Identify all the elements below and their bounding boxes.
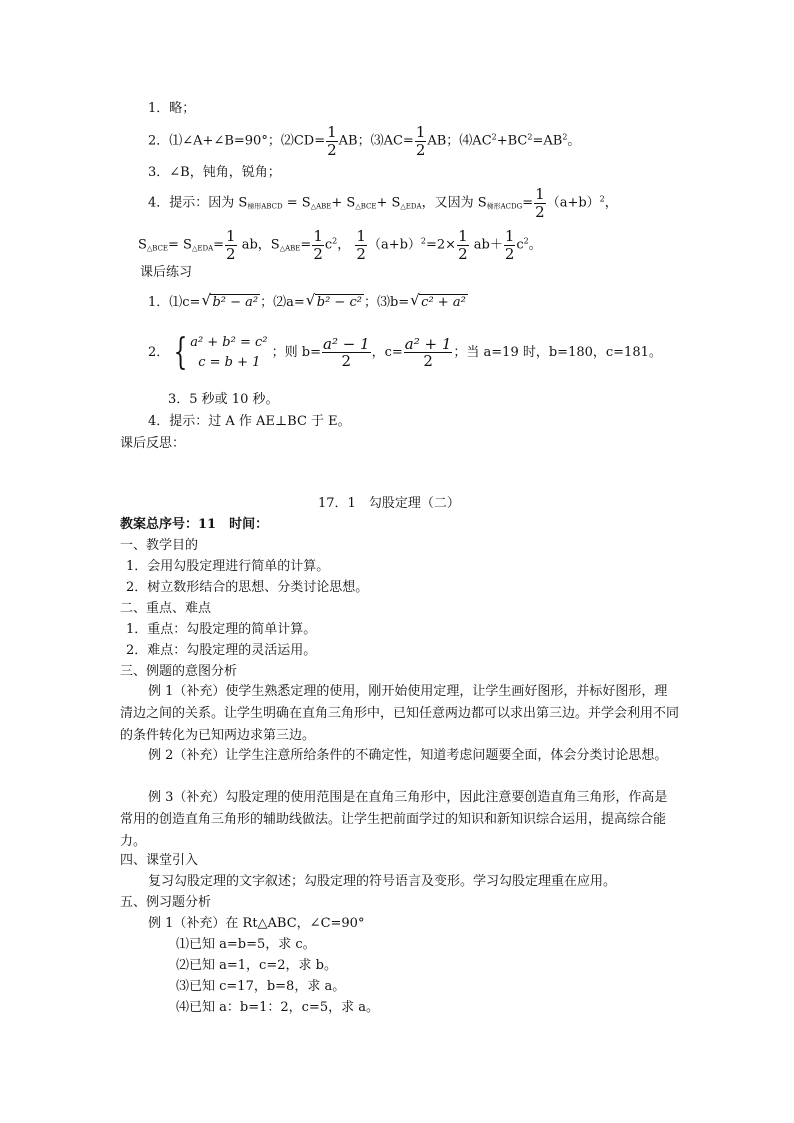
answer-text: ab，S bbox=[237, 237, 280, 253]
exercise-text: ；⑶b= bbox=[363, 295, 410, 310]
exercise-heading: 课后练习 bbox=[140, 265, 193, 280]
radical-sign-icon: √ bbox=[410, 291, 420, 309]
fraction-denominator: 2 bbox=[226, 244, 236, 263]
answer-2-prefix: 2．⑴∠A+∠B=90°；⑵CD= bbox=[148, 133, 326, 149]
subscript: 梯形ABCD bbox=[247, 202, 283, 211]
exponent: 2 bbox=[527, 132, 533, 142]
answer-1: 1．略； bbox=[148, 101, 196, 116]
equation-system bbox=[190, 333, 267, 372]
answer-text: = bbox=[300, 237, 312, 253]
answer-text: ， bbox=[337, 237, 351, 253]
fraction-denominator: 2 bbox=[356, 244, 366, 263]
exponent: 2 bbox=[491, 132, 497, 142]
subscript: △EDA bbox=[400, 202, 422, 211]
fraction-denominator: 2 bbox=[327, 140, 337, 159]
equation-line: a² + b² = c² bbox=[190, 335, 268, 350]
fraction-numerator: 1 bbox=[226, 227, 236, 245]
radicand: b² − c² bbox=[316, 295, 362, 310]
answer-text: =2× bbox=[426, 237, 457, 253]
example-1-part-4: ⑷已知 a：b=1：2，c=5，求 a。 bbox=[176, 1000, 379, 1015]
fraction-numerator: 1 bbox=[415, 123, 426, 141]
fraction bbox=[404, 336, 453, 370]
radicand: b² − a² bbox=[212, 295, 259, 310]
fraction-denominator: 2 bbox=[313, 244, 323, 263]
section-heading-4: 四、课堂引入 bbox=[120, 853, 199, 868]
fraction-denominator: 2 bbox=[535, 202, 545, 221]
answer-2-tail: +BC bbox=[496, 133, 528, 149]
exponent: 2 bbox=[599, 194, 605, 204]
answer-text: c bbox=[324, 237, 333, 253]
fraction-numerator: 1 bbox=[356, 227, 366, 245]
exercise-text: ；当 a=19 时，b=180，c=181。 bbox=[453, 345, 662, 360]
lesson-title: 17．1 勾股定理（二） bbox=[318, 496, 460, 511]
fraction-half bbox=[415, 124, 427, 158]
subscript: △BCE bbox=[146, 244, 169, 253]
example-1-analysis: 例 1（补充）使学生熟悉定理的使用，刚开始使用定理，让学生画好图形，并标好图形，理清边之间的关系。让学生明确在直角三角形中，已知任意两边都可以求出第三边。并学会利用不同的条件转化为已知两边求第三边。 bbox=[120, 684, 680, 743]
answer-text: 。 bbox=[528, 237, 542, 253]
answer-text: c bbox=[516, 237, 524, 253]
reflection-label: 课后反思： bbox=[120, 436, 186, 451]
fraction-half bbox=[457, 228, 469, 262]
answer-text: （a+b） bbox=[367, 237, 421, 253]
example-1-statement: 例 1（补充）在 Rt△ABC，∠C=90° bbox=[148, 916, 365, 931]
fraction-denominator: 2 bbox=[341, 352, 352, 370]
answer-text: = S bbox=[168, 237, 192, 253]
answer-3: 3．∠B，钝角，锐角； bbox=[148, 165, 281, 180]
example-2-analysis: 例 2（补充）让学生注意所给条件的不确定性，知道考虑问题要全面，体会分类讨论思想。 bbox=[148, 748, 668, 763]
answer-2-mid2: AB；⑷AC bbox=[427, 133, 492, 149]
key-point: 1．重点：勾股定理的简单计算。 bbox=[126, 622, 317, 637]
exercise-4: 4．提示：过 A 作 AE⊥BC 于 E。 bbox=[148, 414, 351, 429]
exercise-2 bbox=[148, 333, 662, 372]
fraction-denominator: 2 bbox=[415, 140, 426, 159]
answer-2 bbox=[148, 124, 580, 158]
example-1-part-2: ⑵已知 a=1，c=2，求 b。 bbox=[176, 958, 337, 973]
exercise-text: ；⑵a= bbox=[260, 295, 305, 310]
section-heading-2: 二、重点、难点 bbox=[120, 601, 212, 616]
exercise-3: 3．5 秒或 10 秒。 bbox=[168, 392, 279, 407]
exponent: 2 bbox=[562, 132, 568, 142]
answer-2-last: 。 bbox=[567, 133, 581, 149]
exercise-text: ，c= bbox=[371, 345, 403, 360]
square-root bbox=[201, 291, 260, 310]
fraction-numerator: a² + 1 bbox=[404, 334, 452, 353]
radical-sign-icon: √ bbox=[201, 291, 212, 309]
objective-2: 2．树立数形结合的思想、分类讨论思想。 bbox=[126, 580, 369, 595]
lesson-introduction: 复习勾股定理的文字叙述；勾股定理的符号语言及变形。学习勾股定理重在应用。 bbox=[148, 874, 617, 889]
section-heading-1: 一、教学目的 bbox=[120, 538, 199, 553]
answer-4-text: ，又因为 S bbox=[421, 195, 487, 211]
fraction-denominator: 2 bbox=[423, 352, 433, 370]
fraction bbox=[322, 336, 371, 370]
answer-text: = bbox=[213, 237, 225, 253]
answer-text: S bbox=[138, 237, 147, 253]
exercise-text: 2． bbox=[148, 345, 170, 360]
exercise-text: 1．⑴c= bbox=[148, 295, 201, 310]
subscript: △ABE bbox=[279, 244, 301, 253]
fraction-half bbox=[312, 228, 324, 262]
fraction-half bbox=[225, 228, 237, 262]
difficult-point: 2．难点：勾股定理的灵活运用。 bbox=[126, 643, 317, 658]
exercise-1 bbox=[148, 291, 468, 310]
square-root bbox=[305, 291, 364, 310]
answer-text: ab＋ bbox=[469, 237, 503, 253]
fraction-half bbox=[355, 228, 367, 262]
equation-line: c = b + 1 bbox=[198, 354, 261, 370]
answer-4-continued bbox=[138, 228, 542, 262]
subscript: △EDA bbox=[191, 244, 214, 253]
brace-icon: { bbox=[173, 331, 188, 373]
answer-2-mid1: AB；⑶AC= bbox=[338, 133, 414, 149]
answer-4-text: 4．提示：因为 S bbox=[148, 195, 248, 211]
lesson-meta: 教案总序号：11 时间： bbox=[120, 517, 269, 532]
fraction-numerator: 1 bbox=[504, 227, 515, 245]
radical-sign-icon: √ bbox=[305, 291, 316, 309]
exponent: 2 bbox=[523, 236, 529, 246]
fraction-denominator: 2 bbox=[458, 244, 468, 263]
subscript: △ABE bbox=[310, 202, 332, 211]
answer-2-end: =AB bbox=[532, 133, 563, 149]
answer-4-text: + S bbox=[376, 195, 401, 211]
answer-4 bbox=[148, 186, 618, 220]
square-root bbox=[410, 291, 468, 310]
answer-4-text: = S bbox=[282, 195, 311, 211]
objective-1: 1．会用勾股定理进行简单的计算。 bbox=[126, 559, 330, 574]
fraction-denominator: 2 bbox=[504, 244, 515, 263]
answer-4-text: （a+b） bbox=[546, 195, 600, 211]
answer-4-text: = bbox=[522, 195, 534, 211]
example-1-part-1: ⑴已知 a=b=5，求 c。 bbox=[176, 937, 316, 952]
subscript: △BCE bbox=[355, 202, 377, 211]
fraction-half bbox=[326, 124, 338, 158]
example-3-analysis: 例 3（补充）勾股定理的使用范围是在直角三角形中，因此注意要创造直角三角形，作高是常用的创造直角三角形的辅助线做法。让学生把前面学过的知识和新知识综合运用，提高综合能力。 bbox=[120, 790, 668, 849]
fraction-numerator: 1 bbox=[327, 123, 337, 141]
subscript: 梯形ACDG bbox=[486, 202, 523, 211]
fraction-numerator: a² − 1 bbox=[323, 334, 370, 353]
fraction-numerator: 1 bbox=[535, 185, 545, 203]
fraction-numerator: 1 bbox=[313, 227, 323, 245]
fraction-half bbox=[534, 186, 546, 220]
radicand: c² + a² bbox=[421, 295, 466, 310]
fraction-numerator: 1 bbox=[458, 227, 468, 245]
section-heading-5: 五、例习题分析 bbox=[120, 895, 212, 910]
exponent: 2 bbox=[332, 236, 338, 246]
answer-4-text: + S bbox=[331, 195, 356, 211]
example-1-part-3: ⑶已知 c=17，b=8，求 a。 bbox=[176, 979, 346, 994]
answer-4-text: ， bbox=[604, 195, 618, 211]
fraction-half bbox=[504, 228, 516, 262]
exponent: 2 bbox=[420, 236, 427, 246]
exercise-text: ；则 b= bbox=[271, 345, 321, 360]
section-heading-3: 三、例题的意图分析 bbox=[120, 664, 238, 679]
